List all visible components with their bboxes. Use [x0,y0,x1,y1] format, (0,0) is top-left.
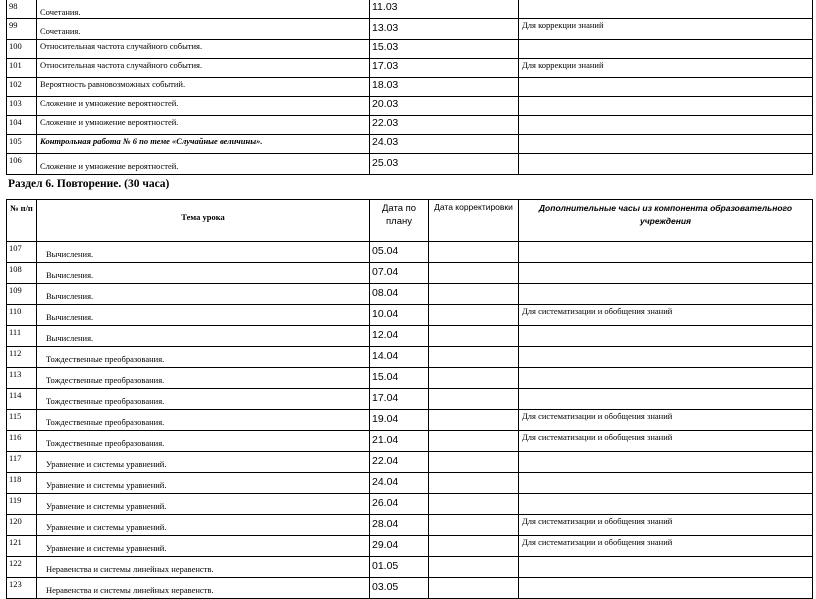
table-row [7,0,813,19]
row-plan-date: 15.04 [370,368,429,389]
row-note [519,154,813,175]
row-plan-date: 29.04 [370,536,429,557]
row-topic-text: Неравенства и системы линейных неравенств. [46,585,214,595]
row-number: 106 [7,154,37,175]
row-topic-text: Уравнение и системы уравнений. [46,522,167,532]
row-extra-hours-note: Для систематизации и обобщения знаний [519,431,813,452]
table-row [7,368,813,389]
row-number: 110 [7,305,37,326]
row-plan-date: 28.04 [370,515,429,536]
row-topic [37,578,370,599]
row-number: 116 [7,431,37,452]
row-extra-hours-note [519,368,813,389]
row-correction-date [429,578,519,599]
table-row [7,410,813,431]
row-extra-hours-note [519,263,813,284]
row-plan-date: 07.04 [370,263,429,284]
row-topic [37,40,370,59]
row-extra-hours-note [519,494,813,515]
row-number: 118 [7,473,37,494]
row-number: 100 [7,40,37,59]
row-number: 107 [7,242,37,263]
row-note [519,135,813,154]
row-correction-date [429,242,519,263]
row-correction-date [429,473,519,494]
row-number: 120 [7,515,37,536]
row-correction-date [429,431,519,452]
row-plan-date: 22.03 [370,116,519,135]
row-plan-date: 19.04 [370,410,429,431]
row-topic-text: Сложение и умножение вероятностей. [40,98,179,108]
row-number: 102 [7,78,37,97]
row-extra-hours-note [519,578,813,599]
row-extra-hours-note [519,242,813,263]
row-topic-text: Неравенства и системы линейных неравенств. [46,564,214,574]
header-extra-hours: Дополнительные часы из компонента образовательного учреждения [519,200,813,242]
row-note [519,0,813,19]
row-topic-text: Тождественные преобразования. [46,417,165,427]
table-row [7,242,813,263]
header-num: № п/п [7,200,37,242]
row-topic-text: Уравнение и системы уравнений. [46,459,167,469]
row-extra-hours-note [519,557,813,578]
row-topic [37,263,370,284]
row-number: 115 [7,410,37,431]
header-plan-date: Дата по плану [370,200,429,242]
row-note [519,116,813,135]
row-number: 99 [7,19,37,40]
row-plan-date: 25.03 [370,154,519,175]
table-header-row [7,200,813,242]
row-topic-text: Сложение и умножение вероятностей. [40,161,179,171]
row-topic-text: Тождественные преобразования. [46,396,165,406]
table-row [7,40,813,59]
row-topic [37,59,370,78]
row-plan-date: 17.04 [370,389,429,410]
row-topic-text: Сочетания. [40,26,81,36]
lessons-table-repetition [6,199,813,599]
row-plan-date: 14.04 [370,347,429,368]
row-topic-text: Вычисления. [46,291,94,301]
row-topic-text: Тождественные преобразования. [46,375,165,385]
row-extra-hours-note [519,452,813,473]
row-correction-date [429,410,519,431]
row-correction-date [429,494,519,515]
row-topic [37,347,370,368]
row-plan-date: 21.04 [370,431,429,452]
row-topic [37,116,370,135]
table-row [7,347,813,368]
row-number: 101 [7,59,37,78]
row-plan-date: 24.04 [370,473,429,494]
table-row [7,59,813,78]
row-topic [37,242,370,263]
row-topic-text: Вычисления. [46,312,94,322]
row-plan-date: 24.03 [370,135,519,154]
row-correction-date [429,368,519,389]
row-number: 117 [7,452,37,473]
row-plan-date: 20.03 [370,97,519,116]
row-topic [37,494,370,515]
row-correction-date [429,326,519,347]
table-row [7,135,813,154]
row-plan-date: 12.04 [370,326,429,347]
row-correction-date [429,452,519,473]
row-number: 109 [7,284,37,305]
row-topic-text: Контрольная работа № 6 по теме «Случайные величины». [40,136,263,146]
row-number: 103 [7,97,37,116]
row-correction-date [429,557,519,578]
row-plan-date: 17.03 [370,59,519,78]
row-extra-hours-note: Для систематизации и обобщения знаний [519,536,813,557]
row-topic-text: Вероятность равновозможных событий. [40,79,186,89]
row-plan-date: 13.03 [370,19,519,40]
row-correction-date [429,347,519,368]
row-topic [37,135,370,154]
row-note [519,78,813,97]
row-topic [37,473,370,494]
row-topic [37,0,370,19]
row-note: Для коррекции знаний [519,19,813,40]
row-topic-text: Сочетания. [40,7,81,17]
row-topic-text: Уравнение и системы уравнений. [46,543,167,553]
row-number: 104 [7,116,37,135]
table-row [7,154,813,175]
row-extra-hours-note [519,389,813,410]
row-plan-date: 11.03 [370,0,519,19]
row-extra-hours-note: Для систематизации и обобщения знаний [519,410,813,431]
table-row [7,78,813,97]
row-topic [37,557,370,578]
row-topic [37,410,370,431]
header-topic: Тема урока [37,200,370,242]
row-topic [37,326,370,347]
header-correction-date: Дата корректировки [429,200,519,242]
row-note: Для коррекции знаний [519,59,813,78]
row-number: 98 [7,0,37,19]
row-number: 108 [7,263,37,284]
row-number: 121 [7,536,37,557]
row-correction-date [429,284,519,305]
row-number: 122 [7,557,37,578]
table-row [7,389,813,410]
row-topic-text: Уравнение и системы уравнений. [46,501,167,511]
row-correction-date [429,536,519,557]
row-topic-text: Вычисления. [46,333,94,343]
row-plan-date: 26.04 [370,494,429,515]
section-title: Раздел 6. Повторение. (30 часа) [8,178,170,190]
table-row [7,19,813,40]
table-row [7,536,813,557]
row-topic [37,536,370,557]
row-correction-date [429,389,519,410]
table-row [7,305,813,326]
row-extra-hours-note: Для систематизации и обобщения знаний [519,305,813,326]
table-row [7,326,813,347]
row-number: 123 [7,578,37,599]
row-topic [37,452,370,473]
table-row [7,284,813,305]
row-plan-date: 05.04 [370,242,429,263]
row-plan-date: 10.04 [370,305,429,326]
row-topic-text: Относительная частота случайного события. [40,41,203,51]
row-topic [37,97,370,116]
row-topic [37,154,370,175]
row-plan-date: 18.03 [370,78,519,97]
row-number: 114 [7,389,37,410]
row-topic [37,19,370,40]
row-extra-hours-note [519,284,813,305]
row-plan-date: 08.04 [370,284,429,305]
row-topic [37,389,370,410]
row-correction-date [429,515,519,536]
row-topic-text: Уравнение и системы уравнений. [46,480,167,490]
row-number: 113 [7,368,37,389]
table-row [7,473,813,494]
table-row [7,431,813,452]
row-topic-text: Относительная частота случайного события. [40,60,203,70]
row-topic-text: Сложение и умножение вероятностей. [40,117,179,127]
row-plan-date: 01.05 [370,557,429,578]
row-number: 119 [7,494,37,515]
row-topic [37,431,370,452]
table-row [7,578,813,599]
row-number: 105 [7,135,37,154]
row-topic [37,305,370,326]
row-plan-date: 03.05 [370,578,429,599]
table-row [7,494,813,515]
table-row [7,97,813,116]
row-correction-date [429,263,519,284]
row-extra-hours-note [519,347,813,368]
row-number: 111 [7,326,37,347]
table-row [7,116,813,135]
table-row [7,452,813,473]
table-row [7,557,813,578]
row-extra-hours-note [519,473,813,494]
row-correction-date [429,305,519,326]
row-extra-hours-note: Для систематизации и обобщения знаний [519,515,813,536]
row-number: 112 [7,347,37,368]
row-topic-text: Вычисления. [46,270,94,280]
row-topic [37,78,370,97]
row-plan-date: 15.03 [370,40,519,59]
table-row [7,263,813,284]
row-topic-text: Тождественные преобразования. [46,438,165,448]
table-row [7,515,813,536]
row-topic-text: Тождественные преобразования. [46,354,165,364]
lessons-table-top [6,0,813,175]
row-extra-hours-note [519,326,813,347]
row-plan-date: 22.04 [370,452,429,473]
row-topic-text: Вычисления. [46,249,94,259]
row-topic [37,515,370,536]
row-note [519,97,813,116]
row-topic [37,284,370,305]
row-note [519,40,813,59]
row-topic [37,368,370,389]
